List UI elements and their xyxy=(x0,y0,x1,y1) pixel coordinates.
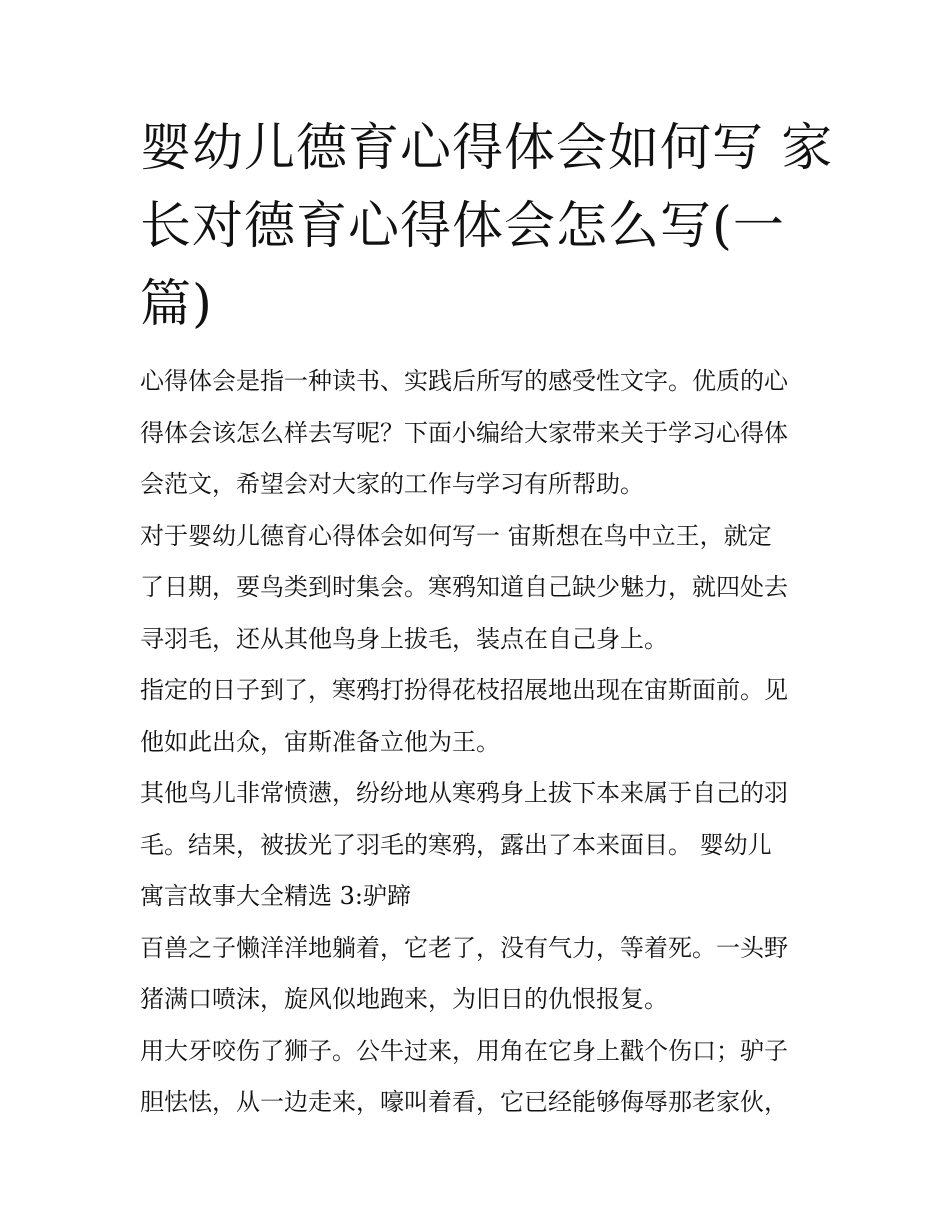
text-line: 胆怯怯，从一边走来，嚎叫着看，它已经能够侮辱那老家伙， xyxy=(140,1088,788,1116)
text-line: 了日期，要鸟类到时集会。寒鸦知道自己缺少魅力，就四处去 xyxy=(140,573,788,601)
paragraph-story-start xyxy=(140,511,820,666)
paragraph-intro xyxy=(140,356,820,511)
title-line: 篇) xyxy=(140,275,213,334)
text-line: 他如此出众，宙斯准备立他为王。 xyxy=(140,727,500,756)
paragraph-other-birds xyxy=(140,768,820,923)
text-line: 会范文，希望会对大家的工作与学习有所帮助。 xyxy=(140,470,644,498)
text-line: 得体会该怎么样去写呢？下面小编给大家带来关于学习心得体 xyxy=(140,418,788,447)
text-line: 用大牙咬伤了狮子。公牛过来，用角在它身上戳个伤口；驴子 xyxy=(140,1036,788,1065)
text-line: 对于婴幼儿德育心得体会如何写一 宙斯想在鸟中立王，就定 xyxy=(140,521,772,550)
text-line: 寓言故事大全精选 3:驴蹄 xyxy=(140,882,411,910)
text-line: 百兽之子懒洋洋地躺着，它老了，没有气力，等着死。一头野 xyxy=(140,933,788,962)
text-line: 毛。结果，被拔光了羽毛的寒鸦，露出了本来面目。 婴幼儿 xyxy=(140,830,772,859)
text-line: 其他鸟儿非常愤懑，纷纷地从寒鸦身上拔下本来属于自己的羽 xyxy=(140,779,788,807)
paragraph-old-lion xyxy=(140,923,820,1026)
document-title xyxy=(140,110,834,344)
document-body xyxy=(140,356,820,1129)
text-line: 心得体会是指一种读书、实践后所写的感受性文字。优质的心 xyxy=(140,367,788,395)
title-line: 婴幼儿德育心得体会如何写 家 xyxy=(140,119,834,178)
text-line: 寻羽毛，还从其他鸟身上拔毛，装点在自己身上。 xyxy=(140,624,668,653)
text-line: 指定的日子到了，寒鸦打扮得花枝招展地出现在宙斯面前。见 xyxy=(140,676,788,704)
title-line: 长对德育心得体会怎么写(一 xyxy=(140,197,785,256)
text-line: 猪满口喷沫，旋风似地跑来，为旧日的仇恨报复。 xyxy=(140,985,668,1013)
paragraph-boar-bull-donkey xyxy=(140,1026,820,1129)
paragraph-appointed-day xyxy=(140,665,820,768)
document-content xyxy=(140,110,834,1129)
